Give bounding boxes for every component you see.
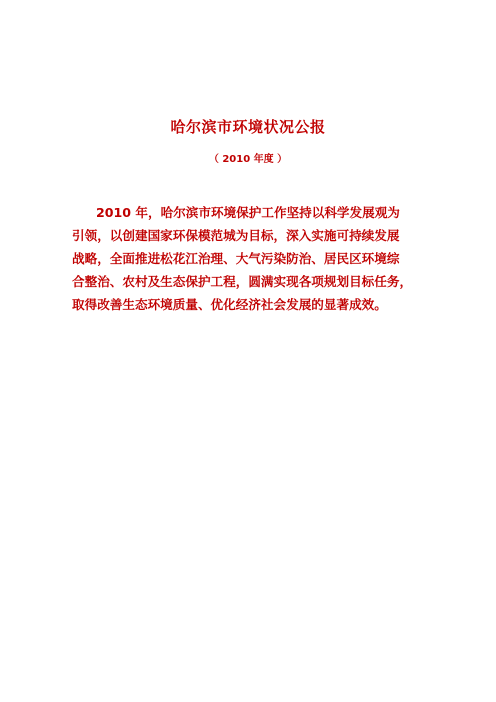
- document-title: 哈尔滨市环境状况公报: [170, 118, 326, 136]
- body-paragraph: [72, 201, 438, 316]
- paragraph-line-2: 引领，以创建国家环保模范城为目标，深入实施可持续发展: [72, 228, 400, 243]
- paragraph-line-5: 取得改善生态环境质量、优化经济社会发展的显著成效。: [72, 297, 387, 312]
- document-subtitle: （ 2010 年度 ）: [208, 154, 288, 165]
- paragraph-line-4: 合整治、农村及生态保护工程，圆满实现各项规划目标任务，: [72, 274, 413, 289]
- paragraph-line-1: 2010 年，哈尔滨市环境保护工作坚持以科学发展观为: [96, 205, 400, 220]
- paragraph-line-3: 战略，全面推进松花江治理、大气污染防治、居民区环境综: [72, 251, 400, 266]
